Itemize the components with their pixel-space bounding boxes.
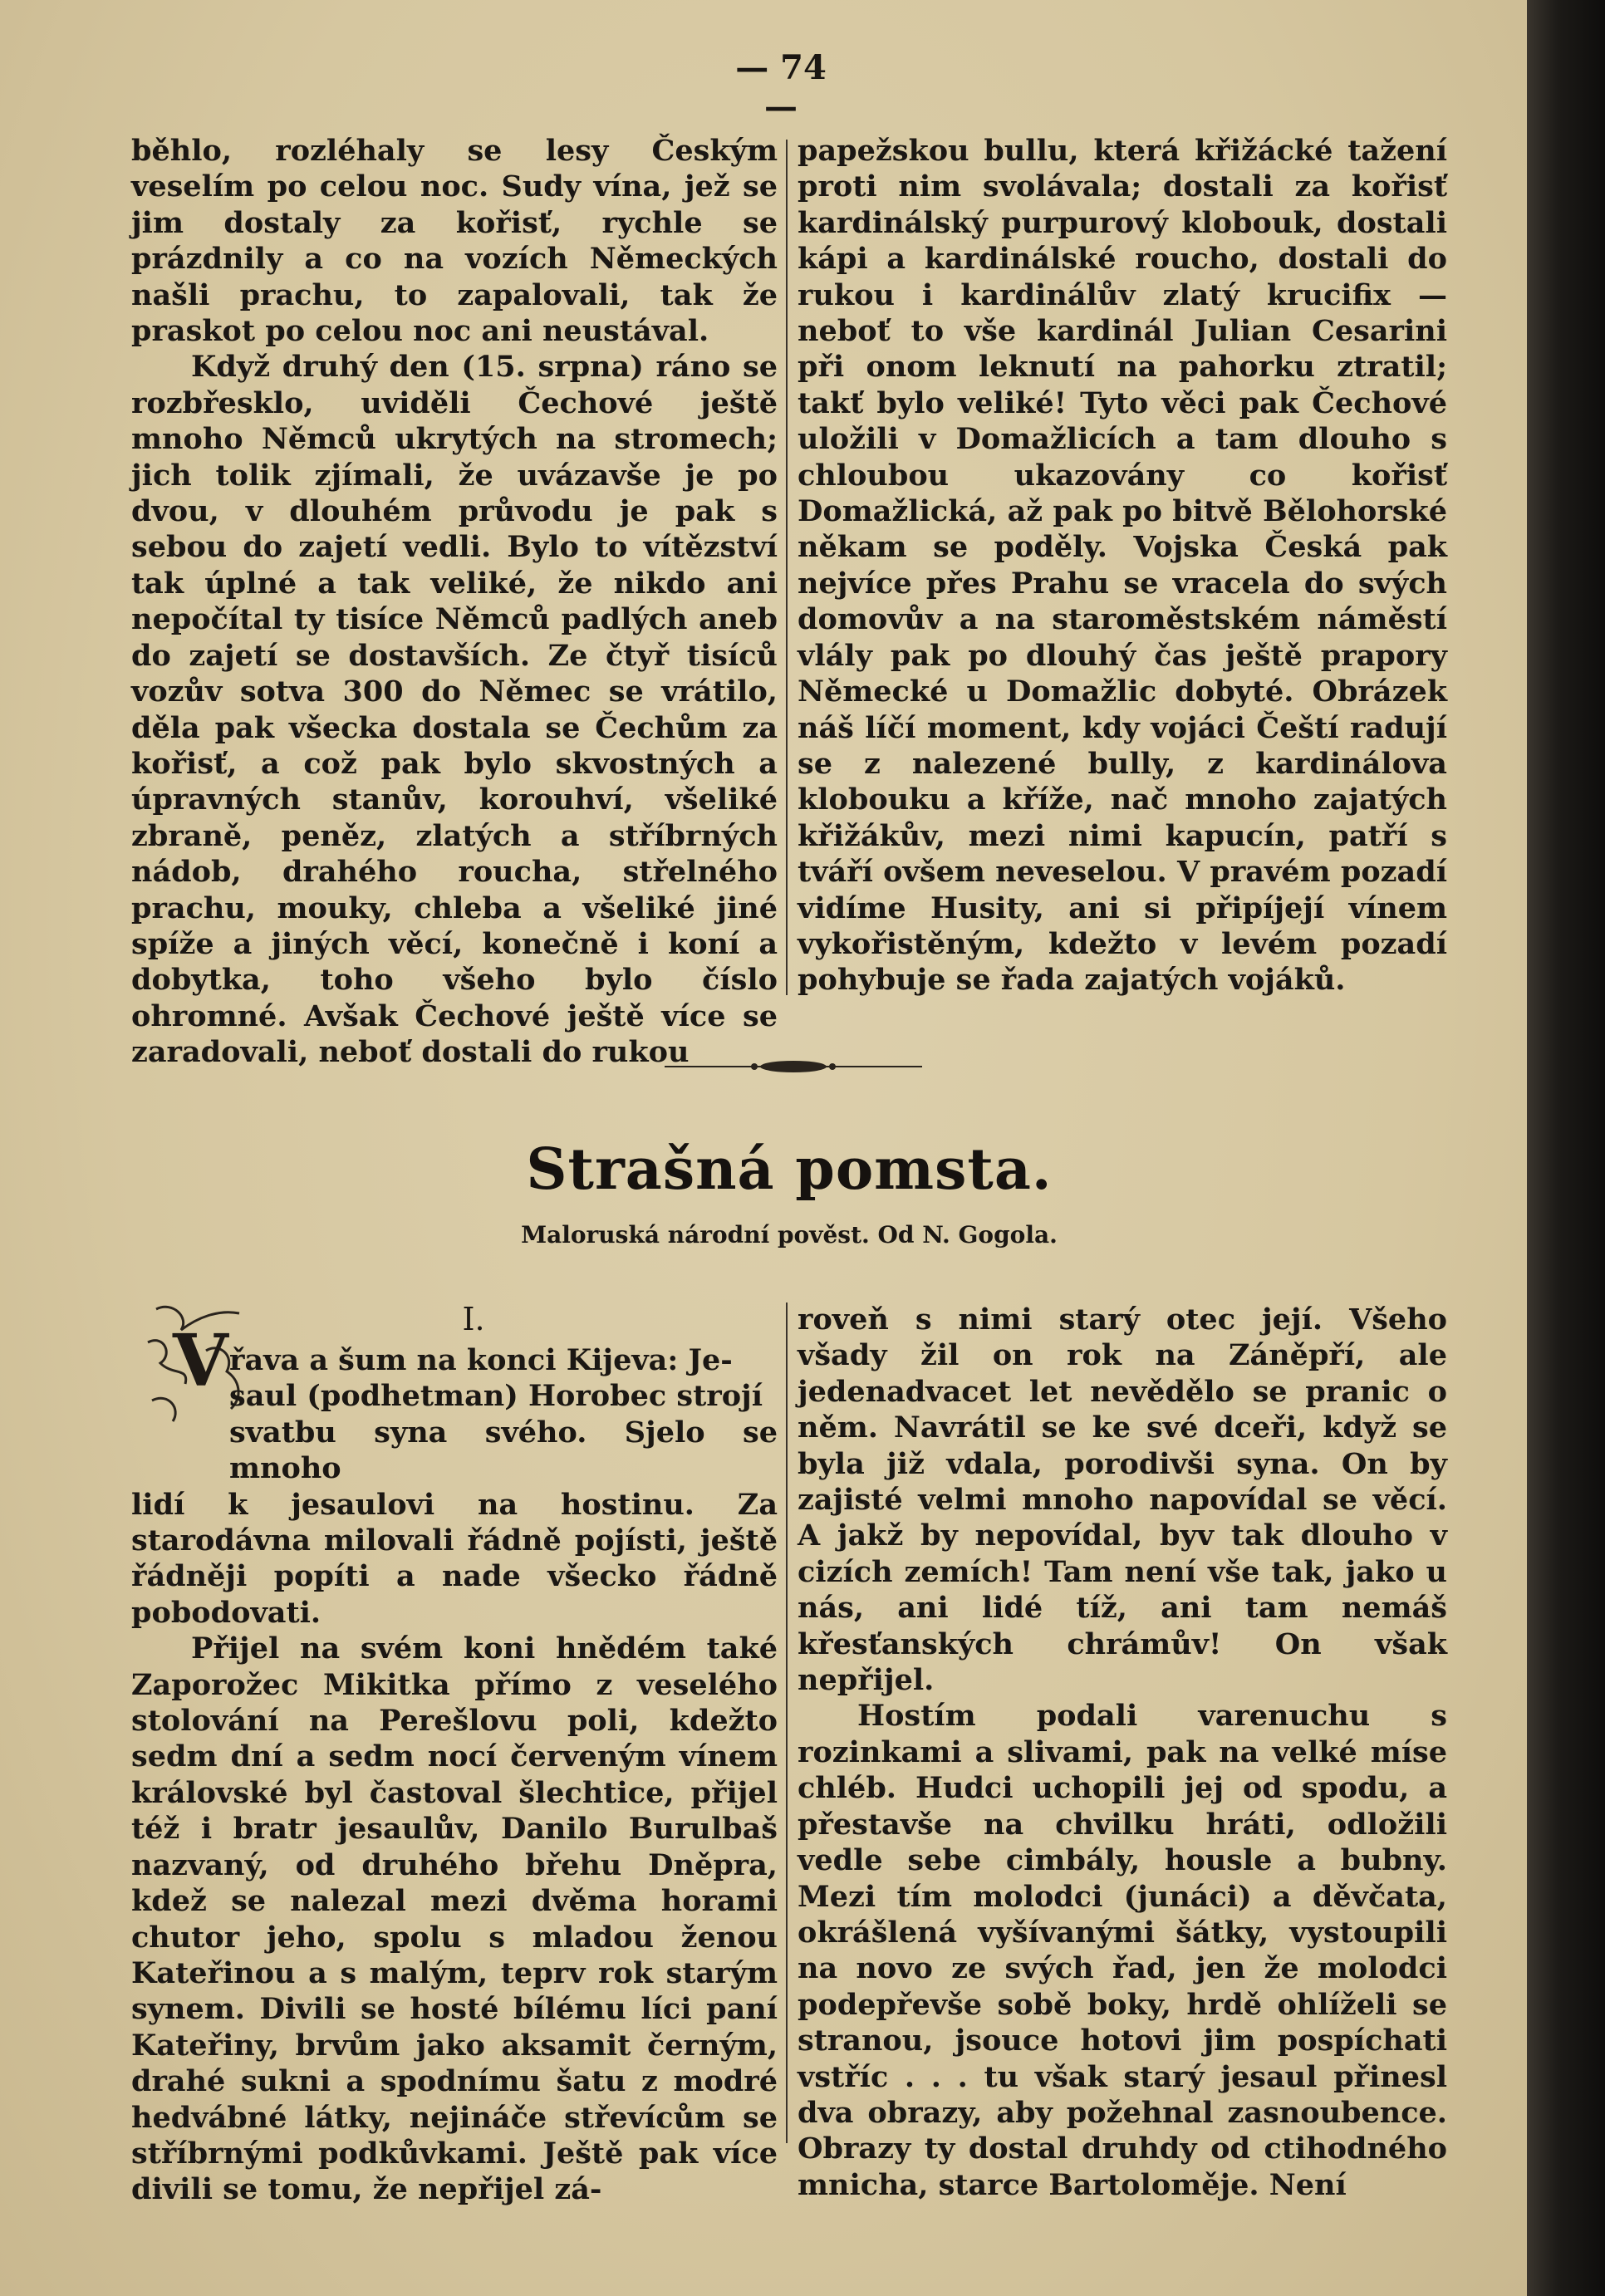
chapter-number: I. [462,1301,485,1337]
initial-letter: V [173,1319,228,1403]
story-subtitle: Maloruská národní pověst. Od N. Gogola. [521,1221,1058,1249]
column-divider [786,140,788,995]
column-divider [786,1303,788,2143]
paragraph: Přijel na svém koni hnědém také Zaporožec Mikitka přímo z veselého stolování na Perešlovu poli, kdežto sedm dní a sedm nocí červeným vínem královské byl častoval šlechtice, přijel též i bratr jesaulův, Danilo Burulbaš nazvaný, od druhého břehu Dněpra, kdež se nalezal mezi dvěma horami chutor jeho, spolu s mladou ženou Kateřinou a s malým, teprv rok starým synem. Divili se hosté bílému líci paní Kateřiny, brvům jako aksamit černým, drahé sukni a spodnímu šatu z modré hedvábné látky, nejináče střevícům se stříbrnými podkůvkami. Ještě pak více divili se tomu, že nepřijel zá- [131,1631,778,2207]
paragraph [131,1342,778,1631]
paragraph: Hostím podali varenuchu s rozinkami a slivami, pak na velké míse chléb. Hudci uchopili jej od spodu, a přestavše na chvilku hráti, odložili vedle sebe cimbály, housle a bubny. Mezi tím molodci (junáci) a děvčata, okrášlená vyšívanými šátky, vystoupili na novo ze svých řad, jen že molodci podepřevše sobě boky, hrdě ohlíželi se stranou, jsouce hotovi jim pospíchati vstříc . . . tu však starý jesaul přinesl dva obrazy, aby požehnal zasnoubence. Obrazy ty dostal druhdy od ctihodného mnicha, starce Bartoloměje. Není [798,1699,1447,2202]
right-column-top [798,133,1447,998]
intro-line: řava a šum na konci Kijeva: Je- [229,1343,733,1377]
paragraph: papežskou bullu, která křižácké tažení proti nim svolávala; dostali za kořisť kardinálský purpurový klobouk, dostali kápi a kardinálské roucho, dostali do rukou i kardinálův zlatý krucifix — neboť to vše kardinál Julian Cesarini při onom leknutí na pahorku ztratil; takť bylo veliké! Tyto věci pak Čechové uložili v Domažlicích a tam dlouho s chloubou ukazovány co kořisť Domažlická, až pak po bitvě Bělohorské někam se poděly. Vojska Česká pak nejvíce přes Prahu se vracela do svých domovův a na staroměstském náměstí vlály pak po dlouhý čas ještě prapory Německé u Domažlic dobyté. Obrázek náš líčí moment, kdy vojáci Čeští radují se z nalezené bully, z kardinálova klobouku a kříže, nač mnoho zajatých křižákův, mezi nimi kapucín, patří s tváří ovšem neveselou. V pravém pozadí vidíme Husity, ani si připíjejí vínem vykořistěným, kdežto v levém pozadí pohybuje se řada zajatých vojáků. [798,134,1447,998]
ornament-divider-icon [665,1057,922,1077]
paragraph-text: lidí k jesaulovi na hostinu. Za starodávna milovali řádně pojísti, ještě řádněji popíti a nade všecko řádně pobodovati. [131,1487,778,1630]
left-column-bottom [131,1342,778,2207]
page-number: — 74 — [735,48,827,126]
intro-line: saul (podhetman) Horobec strojí [229,1379,763,1414]
right-column-bottom [798,1302,1447,2202]
paragraph: roveň s nimi starý otec její. Všeho všady žil on rok na Záněpří, ale jedenadvacet let nevědělo se pranic o něm. Navrátil se ke své dceři, když se byla již vdala, porodivši syna. On by zajisté velmi mnoho napovídal se věcí. A jakž by nepovídal, byv tak dlouho v cizích zemích! Tam není vše tak, jako u nás, ani lidé tíž, ani tam nemáš křesťanských chrámův! On však nepřijel. [798,1303,1447,1698]
story-title: Strašná pomsta. [526,1136,1053,1203]
book-binding-edge [1527,0,1605,2296]
intro-line: svatbu syna svého. Sjelo se mnoho [229,1415,778,1486]
paragraph: Když druhý den (15. srpna) ráno se rozbřesklo, uviděli Čechové ještě mnoho Němců ukrytých na stromech; jich tolik zjímali, že uvázavše je po dvou, v dlouhém průvodu je pak s sebou do zajetí vedli. Bylo to vítězství tak úplné a tak veliké, že nikdo ani nepočítal ty tisíce Němců padlých aneb do zajetí se dostavších. Ze čtyř tisíců vozův sotva 300 do Němec se vrátilo, děla pak všecka dostala se Čechům za kořisť, a což pak bylo skvostných a úpravných stanův, korouhví, všeliké zbraně, peněz, zlatých a stříbrných nádob, drahého roucha, střelného prachu, mouky, chleba a všeliké jiné spíže a jiných věcí, konečně i koní a dobytka, toho všeho bylo číslo ohromné. Avšak Čechové ještě více se zaradovali, neboť dostali do rukou [131,350,778,1070]
paragraph: běhlo, rozléhaly se lesy Českým veselím po celou noc. Sudy vína, jež se jim dostaly za kořisť, rychle se prázdnily a co na vozích Německých našli prachu, to zapalovali, tak že praskot po celou noc ani neustával. [131,134,778,349]
left-column-top [131,133,778,1070]
